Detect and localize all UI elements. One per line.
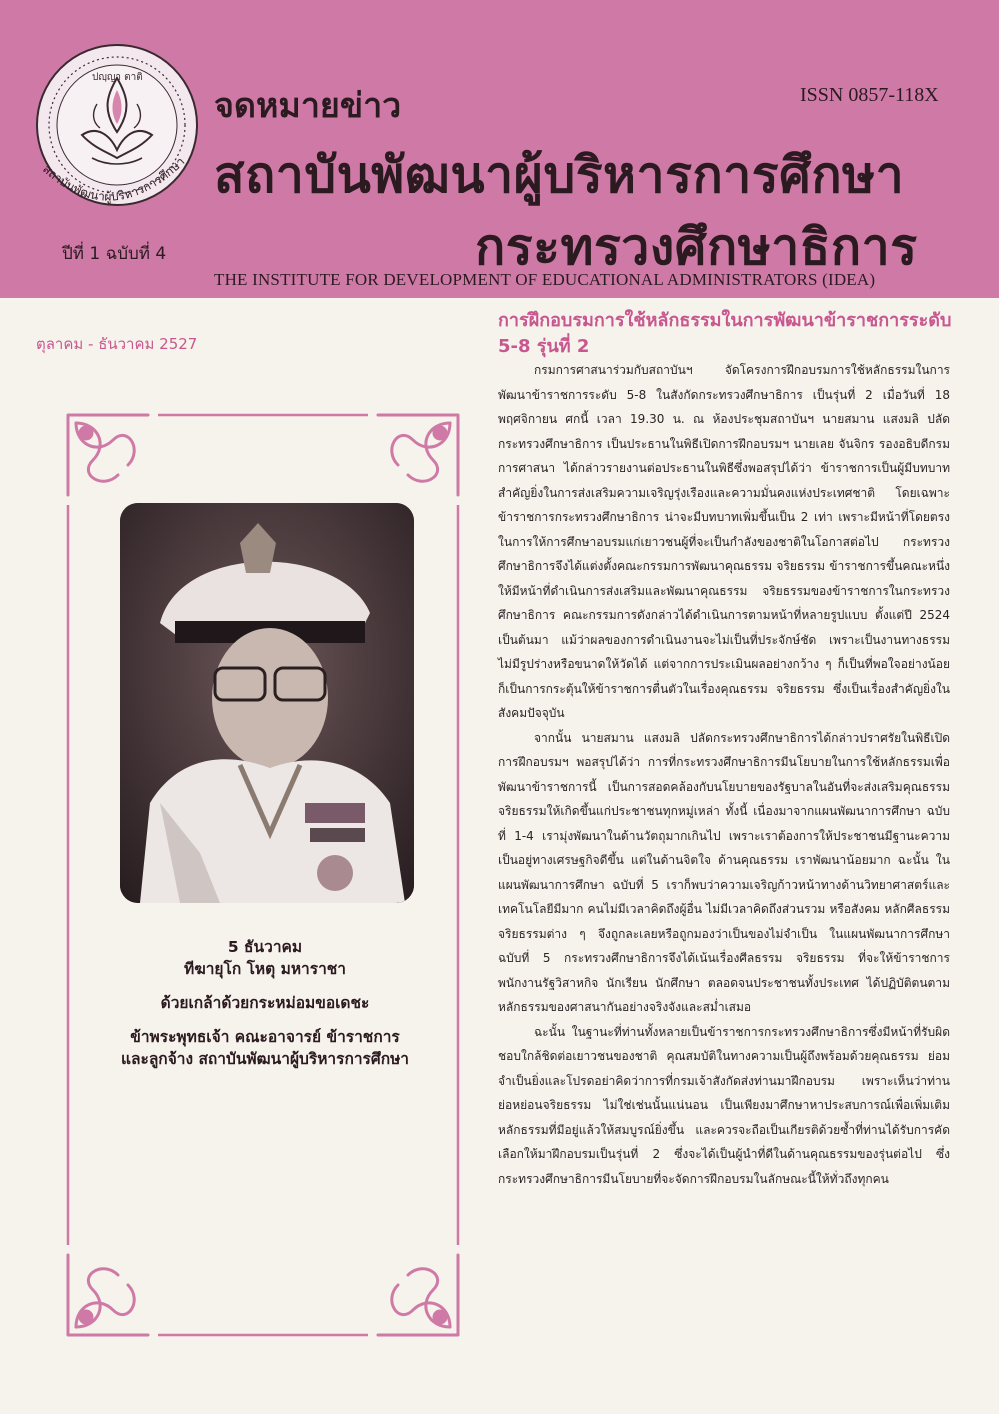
newsletter-label: จดหมายข่าว xyxy=(214,86,402,126)
article-body xyxy=(498,358,950,1191)
article-paragraph-3: ฉะนั้น ในฐานะที่ท่านทั้งหลายเป็นข้าราชการกระทรวงศึกษาธิการซึ่งมีหน้าที่รับผิดชอบใกล้ชิดต่อเยาวชนของชาติ คุณสมบัติในทางความเป็นผู้ถึงพร้อมด้วยคุณธรรม ย่อมจำเป็นยิ่งและโปรดอย่าคิดว่าการที่กรมเจ้าสังกัดส่งท่านมาฝึกอบรม เพราะเห็นว่าท่านย่อหย่อนจริยธรรม ไม่ใช่เช่นนั้นแน่นอน เป็นเพียงมาศึกษาหาประสบการณ์เพื่อเพิ่มเติมหลักธรรมที่มีอยู่แล้วให้สมบูรณ์ยิ่งขึ้น และควรจะถือเป็นเกียรติด้วยซ้ำที่ท่านได้รับการคัดเลือกให้มาฝึกอบรมเป็นรุ่นที่ 2 ซึ่งจะได้เป็นผู้นำที่ดีในด้านคุณธรรมของรุ่นต่อไป ซึ่งกระทรวงศึกษาธิการมีนโยบายที่จะจัดการฝึกอบรมในลักษณะนี้ให้ทั่วถึงทุกคน xyxy=(498,1024,950,1186)
issue-number: ปีที่ 1 ฉบับที่ 4 xyxy=(62,244,167,264)
caption-blessing: ทีฆายุโก โหตุ มหาราชา xyxy=(183,960,346,978)
caption-signatories-1: ข้าพระพุทธเจ้า คณะอาจารย์ ข้าราชการ xyxy=(130,1028,400,1046)
caption-date: 5 ธันวาคม xyxy=(227,938,303,956)
article-title: การฝึกอบรมการใช้หลักธรรมในการพัฒนาข้าราชการระดับ 5-8 รุ่นที่ 2 xyxy=(498,310,952,357)
portrait-photo xyxy=(120,503,414,903)
caption-homage: ด้วยเกล้าด้วยกระหม่อมขอเดชะ xyxy=(160,994,370,1012)
seal-caption: สถาบันพัฒนาผู้บริหารการศึกษา xyxy=(40,154,188,204)
english-institute-name: THE INSTITUTE FOR DEVELOPMENT OF EDUCATIONAL ADMINISTRATORS (IDEA) xyxy=(214,270,876,289)
photo-caption xyxy=(65,936,465,1070)
seal-motto: ปญฺญา ตาติ xyxy=(92,72,143,83)
ministry-title: กระทรวงศึกษาธิการ xyxy=(475,218,918,276)
article-paragraph-2: จากนั้น นายสมาน แสงมลิ ปลัดกระทรวงศึกษาธิการได้กล่าวปราศรัยในพิธีเปิดการฝึกอบรมฯ พอสรุปได้ว่า การที่กระทรวงศึกษาธิการมีนโยบายในการใช้หลักธรรมเพื่อพัฒนาข้าราชการนี้ เป็นการสอดคล้องกับนโยบายของรัฐบาลในอันที่จะส่งเสริมคุณธรรม จริยธรรมให้เกิดขึ้นแก่ประชาชนทุกหมู่เหล่า ทั้งนี้ เนื่องมาจากแผนพัฒนาการศึกษา ฉบับที่ 1-4 เรามุ่งพัฒนาในด้านวัตถุมากเกินไป เพราะเราต้องการให้ประชาชนมีฐานะความเป็นอยู่ทางเศรษฐกิจดีขึ้น แต่ในด้านจิตใจ ด้านคุณธรรม เราพัฒนาน้อยมาก ฉะนั้น ในแผนพัฒนาการศึกษา ฉบับที่ 5 เราก็พบว่าความเจริญก้าวหน้าทางด้านวิทยาศาสตร์และเทคโนโลยีมีมาก คนไม่มีเวลาคิดถึงผู้อื่น ไม่มีเวลาคิดถึงส่วนรวม หรือสังคม หลักศีลธรรม จริยธรรมต่าง ๆ จึงถูกละเลยหรือถูกมองว่าเป็นของไม่จำเป็น ในแผนพัฒนาการศึกษา ฉบับที่ 5 กระทรวงศึกษาธิการจึงได้เน้นเรื่องศีลธรรม จริยธรรม ที่จะให้ข้าราชการ พนักงานรัฐวิสาหกิจ นักเรียน นักศึกษา ตลอดจนประชาชนทั้งประเทศ ได้ปฏิบัติตนตามหลักธรรมของศาสนากันอย่างจริงจังและสม่ำเสมอ xyxy=(498,730,950,1014)
caption-signatories-2: และลูกจ้าง สถาบันพัฒนาผู้บริหารการศึกษา xyxy=(121,1050,409,1068)
issue-date: ตุลาคม - ธันวาคม 2527 xyxy=(36,335,198,353)
institute-name-title: สถาบันพัฒนาผู้บริหารการศึกษา xyxy=(214,146,905,204)
issn-number: ISSN 0857-118X xyxy=(800,84,939,106)
institute-seal-logo xyxy=(22,40,212,230)
article-paragraph-1: กรมการศาสนาร่วมกับสถาบันฯ จัดโครงการฝึกอบรมการใช้หลักธรรมในการพัฒนาข้าราชการระดับ 5-8 ในสังกัดกระทรวงศึกษาธิการ เป็นรุ่นที่ 2 เมื่อวันที่ 18 พฤศจิกายน ศกนี้ เวลา 19.30 น. ณ ห้องประชุมสถาบันฯ นายสมาน แสงมลิ ปลัดกระทรวงศึกษาธิการ เป็นประธานในพิธีเปิดการฝึกอบรมฯ นายเลย จันจิกร รองอธิบดีกรมการศาสนา ได้กล่าวรายงานต่อประธานในพิธีซึ่งพอสรุปได้ว่า ข้าราชการเป็นผู้มีบทบาทสำคัญยิ่งในการส่งเสริมความเจริญรุ่งเรืองและความมั่นคงแห่งประเทศชาติ โดยเฉพาะข้าราชการกระทรวงศึกษาธิการ น่าจะมีบทบาทเพิ่มขึ้นเป็น 2 เท่า เพราะมีหน้าที่โดยตรงในการให้การศึกษาอบรมแก่เยาวชนผู้ที่จะเป็นกำลังของชาติในโอกาสต่อไป กระทรวงศึกษาธิการจึงได้แต่งตั้งคณะกรรมการพัฒนาคุณธรรม จริยธรรม ข้าราชการขึ้นคณะหนึ่ง ให้มีหน้าที่ดำเนินการส่งเสริมและพัฒนาคุณธรรม จริยธรรมของข้าราชการในกระทรวงศึกษาธิการ คณะกรรมการดังกล่าวได้ดำเนินการตามหน้าที่หลายรูปแบบ ตั้งแต่ปี 2524 เป็นต้นมา แม้ว่าผลของการดำเนินงานจะไม่เป็นที่ประจักษ์ชัด เพราะเป็นงานทางธรรมไม่มีรูปร่างหรือขนาดให้วัดได้ แต่จากการประเมินผลอย่างกว้าง ๆ ก็เป็นที่พอใจอย่างน้อยก็เป็นการกระตุ้นให้ข้าราชการตื่นตัวในเรื่องคุณธรรม จริยธรรม ซึ่งเป็นเรื่องสำคัญยิ่งในสังคมปัจจุบัน xyxy=(498,363,950,720)
